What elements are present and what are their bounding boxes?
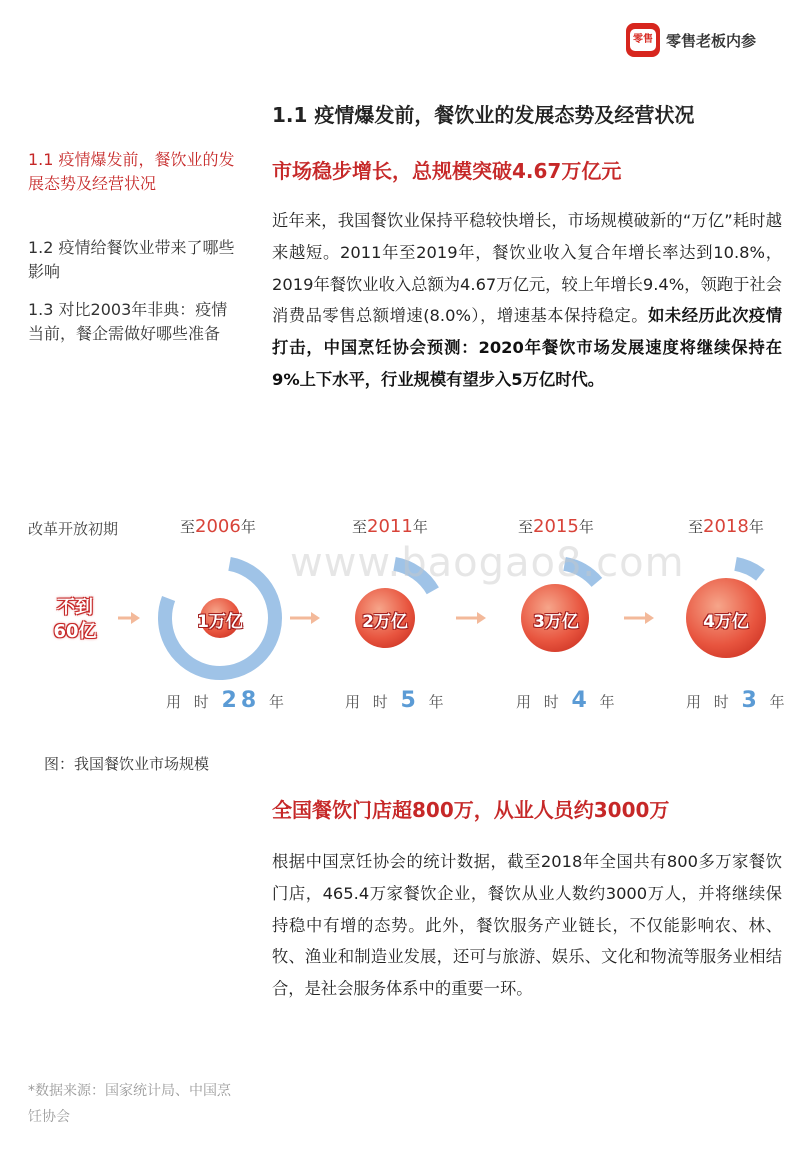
years-taken-2018: 用 时 3 年 bbox=[686, 688, 789, 713]
subtitle-stores-staff: 全国餐饮门店超800万，从业人员约3000万 bbox=[272, 798, 670, 822]
toc-item-1-3[interactable]: 1.3 对比2003年非典：疫情当前，餐企需做好哪些准备 bbox=[28, 300, 228, 343]
stage-value-2011: 2万亿 bbox=[362, 612, 408, 632]
stage-year-2011: 至2011年 bbox=[352, 516, 428, 537]
watermark: www.baogao8.com bbox=[290, 540, 685, 586]
paragraph-market-growth-bold: 如未经历此次疫情打击，中国烹饪协会预测：2020年餐饮市场发展速度将继续保持在9%上下水平，行业规模有望步入5万亿时代。 bbox=[272, 306, 782, 389]
paragraph-market-growth-normal: 近年来，我国餐饮业保持平稳较快增长，市场规模破新的“万亿”耗时越来越短。2011年至2019年，餐饮业收入复合年增长率达到10.8%，2019年餐饮业收入总额为4.67万亿元，较上年增长9.4%，领跑于社会消费品零售总额增速(8.0%），增速基本保持稳定。 bbox=[272, 211, 782, 326]
stage-year-2018: 至2018年 bbox=[688, 516, 764, 537]
brand bbox=[626, 22, 756, 58]
section-title: 1.1 疫情爆发前，餐饮业的发展态势及经营状况 bbox=[272, 103, 695, 127]
brand-logo-text: 零售 bbox=[630, 29, 656, 51]
paragraph-stores-staff: 根据中国烹饪协会的统计数据，截至2018年全国共有800多万家餐饮门店，465.4万家餐饮企业，餐饮从业人数约3000万人，并将继续保持稳中有增的态势。此外，餐饮服务产业链长，不仅能影响农、林、牧、渔业和制造业发展，还可与旅游、娱乐、文化和物流等服务业相结合，是社会服务体系中的重要一环。 bbox=[272, 852, 782, 999]
brand-name: 零售老板内参 bbox=[666, 31, 757, 50]
time-arc-2018 bbox=[736, 564, 761, 575]
years-taken-2011: 用 时 5 年 bbox=[345, 688, 448, 713]
start-label: 改革开放初期 bbox=[28, 520, 119, 538]
start-value-line2: 60亿 bbox=[53, 621, 97, 642]
toc-item-1-2[interactable]: 1.2 疫情给餐饮业带来了哪些影响 bbox=[28, 238, 235, 281]
paragraph-market-growth bbox=[272, 205, 782, 396]
years-taken-2006: 用 时 28 年 bbox=[166, 688, 288, 713]
brand-logo bbox=[626, 23, 660, 57]
toc-item-1-1[interactable]: 1.1 疫情爆发前，餐饮业的发展态势及经营状况 bbox=[28, 150, 235, 193]
stage-value-2015: 3万亿 bbox=[533, 612, 579, 632]
flow-arrow-4 bbox=[624, 612, 654, 624]
figure-caption: 图：我国餐饮业市场规模 bbox=[44, 755, 210, 773]
years-taken-2015: 用 时 4 年 bbox=[516, 688, 619, 713]
stage-year-2006: 至2006年 bbox=[180, 516, 256, 537]
stage-year-2015: 至2015年 bbox=[518, 516, 594, 537]
subtitle-market-growth: 市场稳步增长，总规模突破4.67万亿元 bbox=[272, 159, 622, 183]
flow-arrow-2 bbox=[290, 612, 320, 624]
stage-value-2018: 4万亿 bbox=[703, 612, 749, 632]
data-source-note: *数据来源：国家统计局、中国烹饪协会 bbox=[28, 1083, 231, 1125]
start-value-line1: 不到 bbox=[57, 597, 93, 618]
flow-arrow-3 bbox=[456, 612, 486, 624]
flow-arrow-1 bbox=[118, 612, 140, 624]
start-value bbox=[42, 596, 108, 644]
stage-value-2006: 1万亿 bbox=[197, 612, 243, 632]
